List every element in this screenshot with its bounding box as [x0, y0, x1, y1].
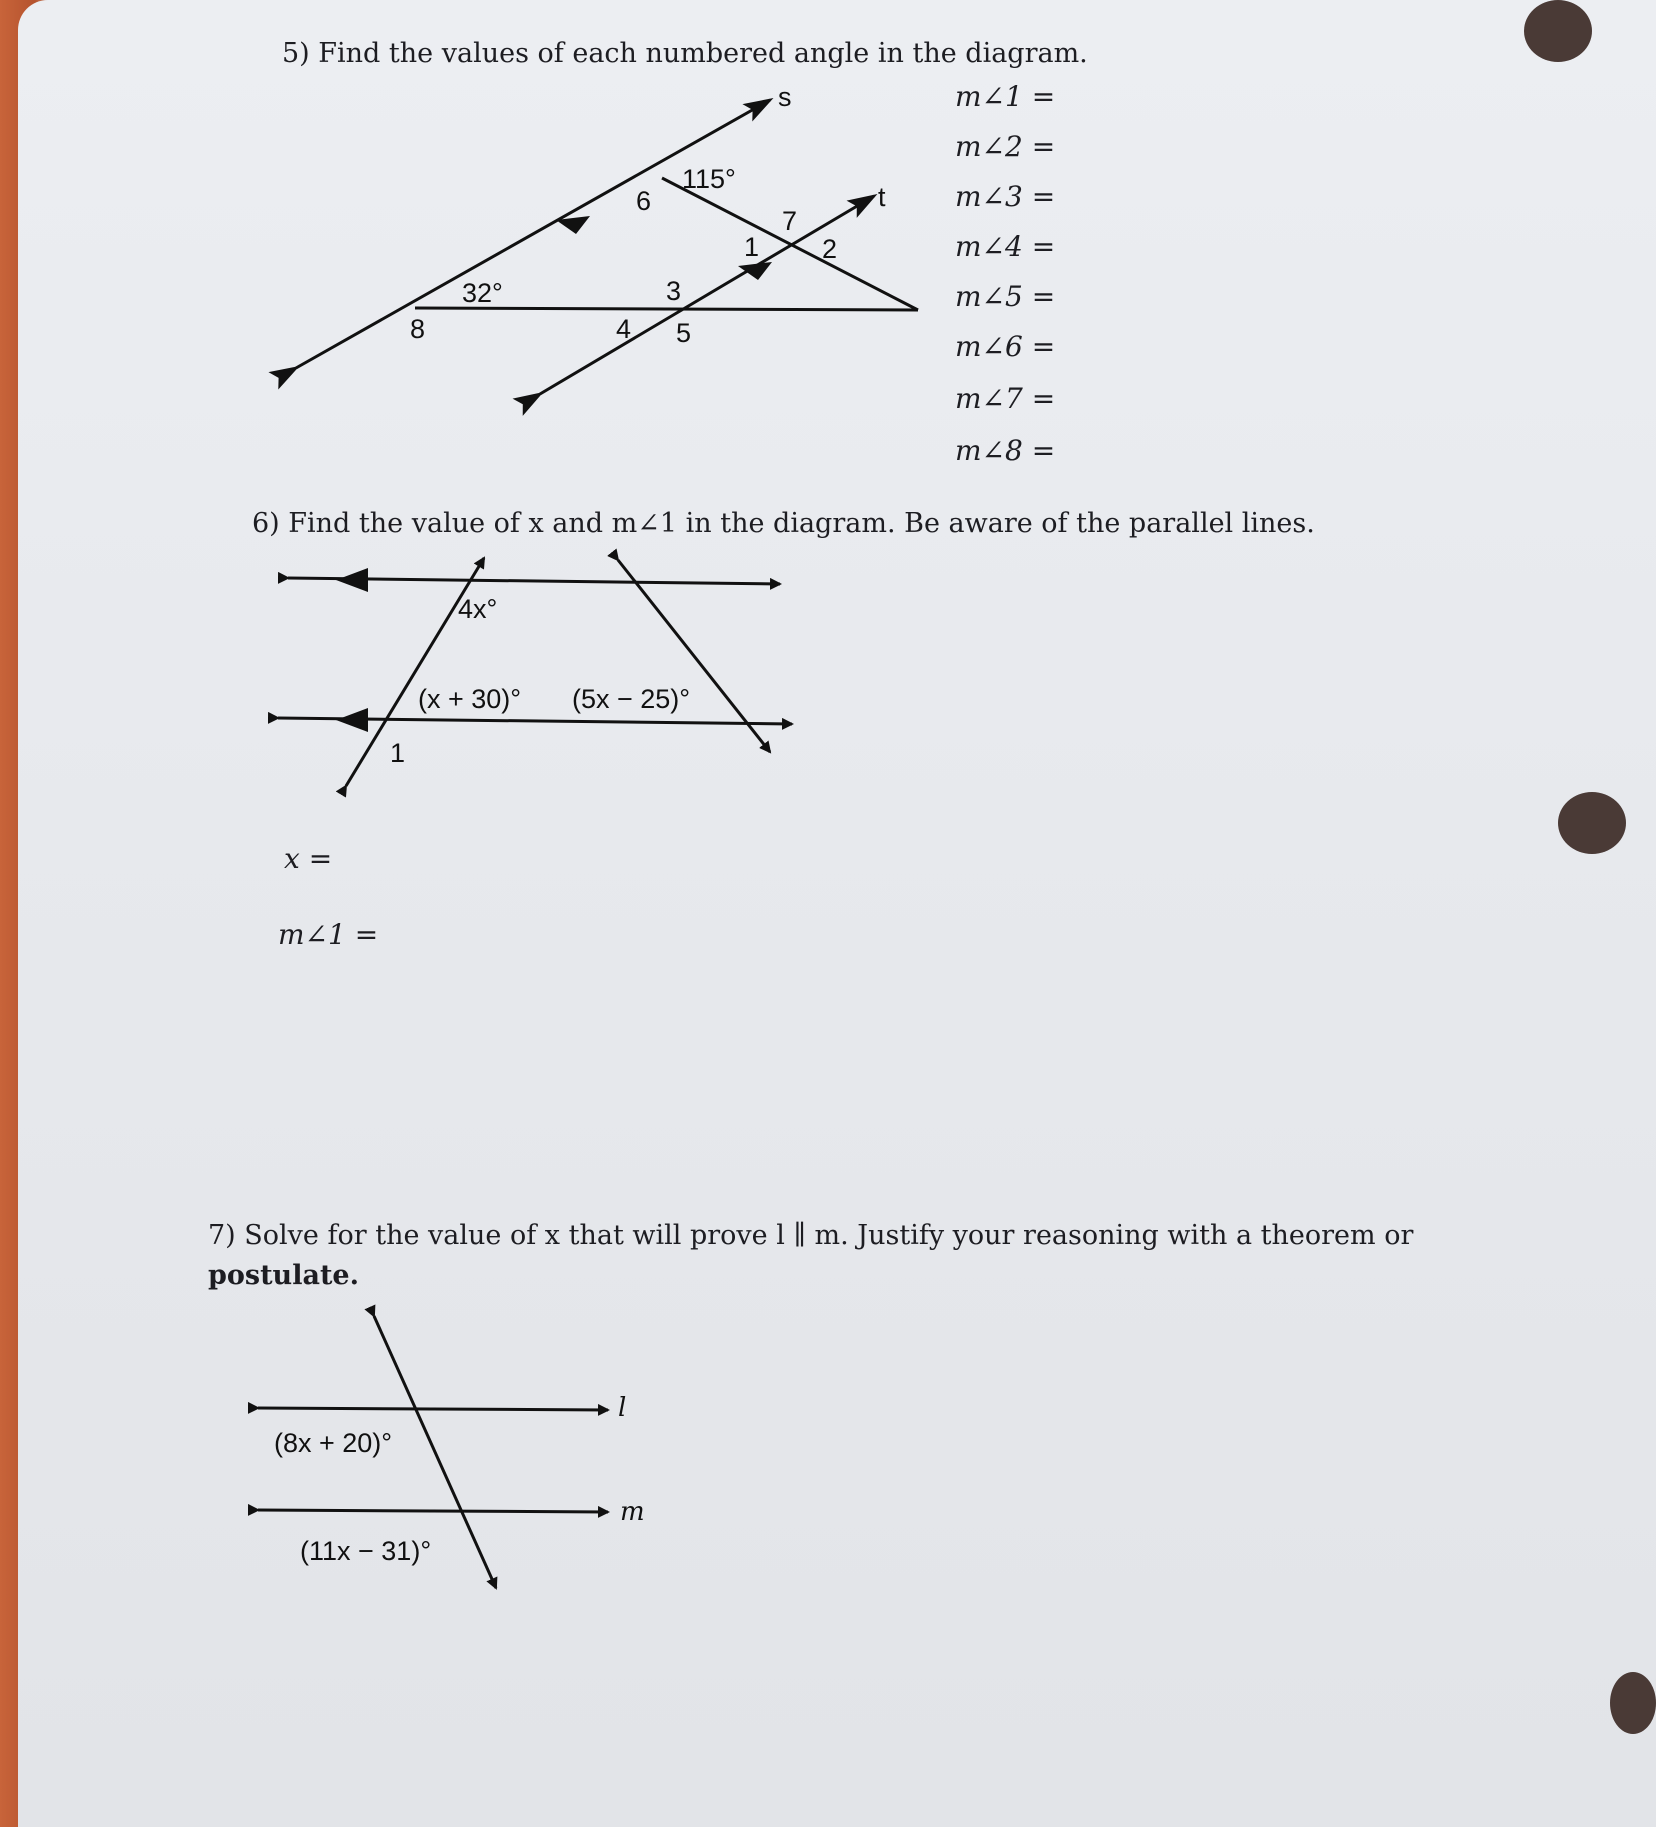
q6-label-x-plus-30: (x + 30)° [418, 684, 522, 714]
q6-parallel-mark [336, 708, 368, 732]
q7-line-l [258, 1408, 608, 1410]
q7-label-m: m [620, 1497, 645, 1527]
q7-label-l: l [618, 1393, 627, 1423]
q7-label-top-angle: (8x + 20)° [274, 1428, 393, 1458]
q6-answer-x: x = [284, 842, 333, 875]
q5-label-angle-2: 2 [822, 234, 838, 264]
q6-label-angle-1: 1 [390, 738, 406, 768]
q5-label-115: 115° [682, 164, 736, 194]
q5-label-t: t [878, 182, 886, 212]
q5-label-angle-6: 6 [636, 186, 652, 216]
q5-answer-angle-4: m∠4 = [955, 230, 1056, 263]
q5-label-s: s [778, 82, 792, 112]
q5-label-angle-7: 7 [782, 206, 798, 236]
q7-prompt-line-2: postulate. [208, 1260, 359, 1291]
q5-label-angle-1: 1 [744, 232, 760, 262]
q5-label-angle-5: 5 [676, 318, 692, 348]
q7-prompt-line-1: 7) Solve for the value of x that will prove l ∥ m. Justify your reasoning with a theorem or [208, 1220, 1414, 1251]
q5-answer-angle-3: m∠3 = [955, 180, 1056, 213]
q5-label-angle-8: 8 [410, 314, 426, 344]
q5-label-32: 32° [462, 278, 503, 308]
q5-label-angle-3: 3 [666, 276, 682, 306]
q5-answer-angle-2: m∠2 = [955, 130, 1056, 163]
q5-line-s [296, 100, 770, 368]
q5-answer-angle-8: m∠8 = [955, 434, 1056, 467]
q5-prompt: 5) Find the values of each numbered angle in the diagram. [282, 38, 1088, 69]
q6-answer-angle-1: m∠1 = [278, 918, 379, 951]
q5-answer-angle-5: m∠5 = [955, 280, 1056, 313]
q6-label-5x-minus-25: (5x − 25)° [572, 684, 691, 714]
q6-prompt: 6) Find the value of x and m∠1 in the diagram. Be aware of the parallel lines. [252, 508, 1315, 539]
q7-label-bottom-angle: (11x − 31)° [300, 1536, 432, 1566]
q5-label-angle-4: 4 [616, 314, 632, 344]
q5-answer-angle-6: m∠6 = [955, 330, 1056, 363]
q6-left-transversal [346, 558, 484, 786]
q5-answer-angle-1: m∠1 = [955, 80, 1056, 113]
q6-parallel-mark [336, 568, 368, 592]
q6-label-4x: 4x° [458, 594, 498, 624]
q5-base-line [415, 308, 918, 310]
q5-line-t [540, 196, 874, 394]
q5-answer-angle-7: m∠7 = [955, 382, 1056, 415]
q7-line-m [258, 1510, 608, 1512]
q5-parallel-mark [738, 262, 772, 280]
